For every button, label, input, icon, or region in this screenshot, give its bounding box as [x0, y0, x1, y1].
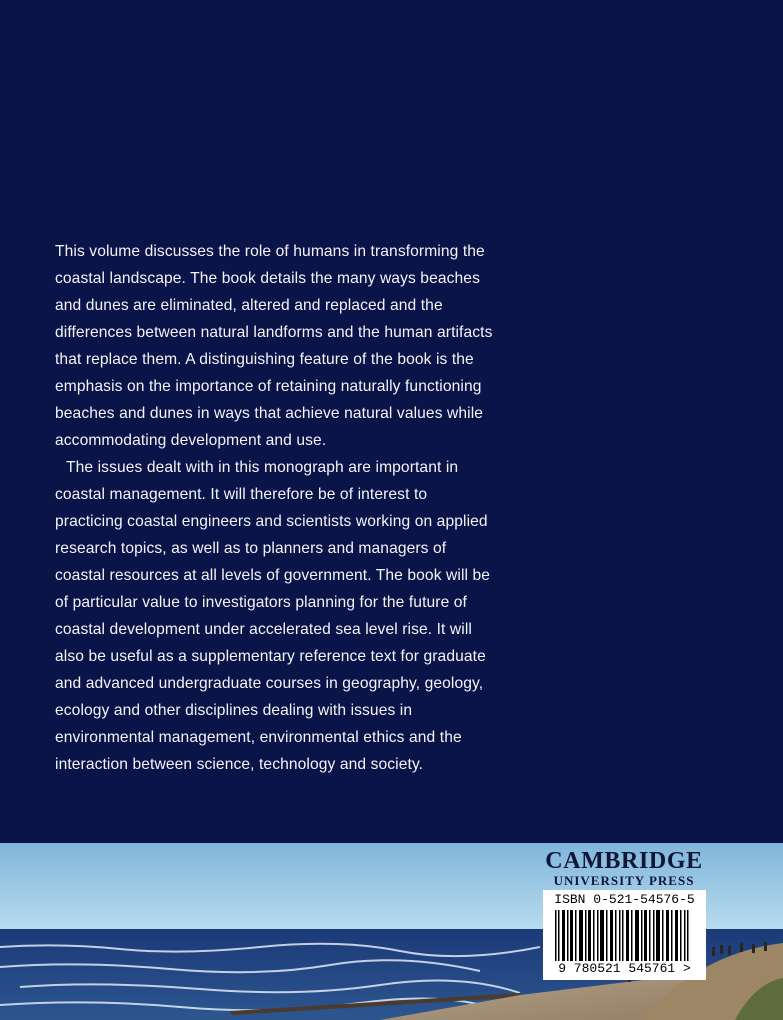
barcode-panel [543, 890, 706, 980]
publisher-name-line-2: UNIVERSITY PRESS [553, 873, 695, 888]
publisher-name-line-1: CAMBRIDGE [545, 848, 703, 874]
publisher-logo [538, 849, 710, 888]
barcode-number: 9 780521 545761 > [543, 961, 706, 977]
blurb-text [55, 238, 495, 778]
isbn-text: ISBN 0-521-54576-5 [554, 892, 695, 907]
blurb-paragraph-1: This volume discusses the role of humans in transforming the coastal landscape. The book details the many ways beaches and dunes are eliminated, altered and replaced and the differences between natural landforms and the human artifacts that replace them. A distinguishing feature of the book is the emphasis on the importance of retaining naturally functioning beaches and dunes in ways that achieve natural values while accommodating development and use. [55, 243, 493, 449]
blurb-paragraph-2: The issues dealt with in this monograph are important in coastal management. It will therefore be of interest to practicing coastal engineers and scientists working on applied research topics, as well as to planners and managers of coastal resources at all levels of government. The book will be of particular value to investigators planning for the future of coastal development under accelerated sea level rise. It will also be useful as a supplementary reference text for graduate and advanced undergraduate courses in geography, geology, ecology and other disciplines dealing with issues in environmental management, environmental ethics and the interaction between science, technology and society. [55, 459, 491, 773]
barcode-bars [549, 910, 700, 968]
